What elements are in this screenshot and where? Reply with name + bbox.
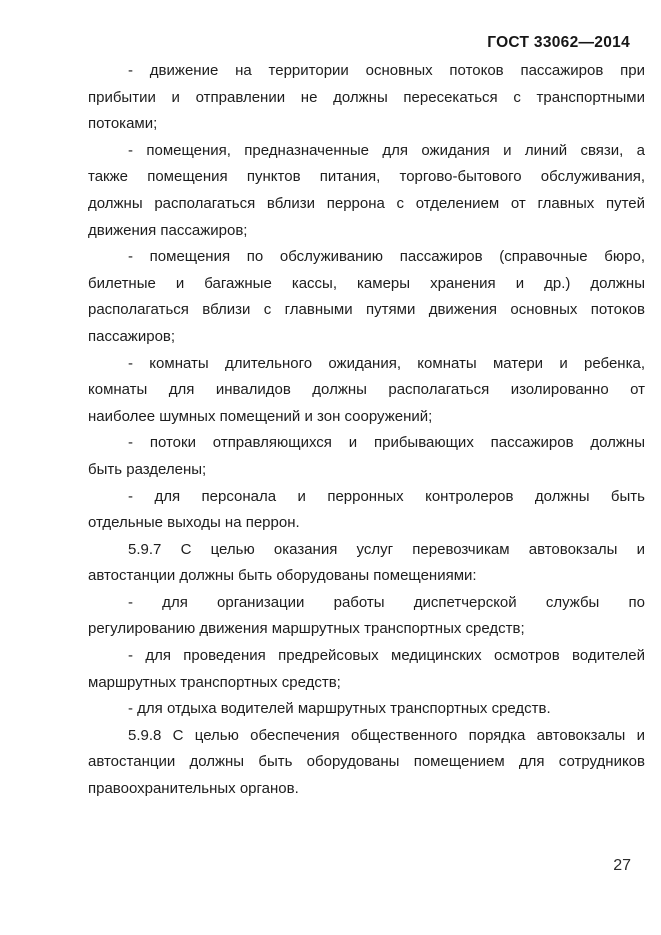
text-line: комнаты для инвалидов должны располагаться изолированно от [88,381,645,399]
text-line: - движение на территории основных потоков пассажиров при [128,62,645,79]
text-line: должны располагаться вблизи перрона с отделением от главных путей [88,194,645,212]
text-line: - для проведения предрейсовых медицинских осмотров водителей [128,647,645,665]
text-line: - для отдыха водителей маршрутных транспортных средств. [128,700,551,718]
text-line: 5.9.7 С целью оказания услуг перевозчикам автовокзалы и [128,540,645,558]
text-line: - помещения, предназначенные для ожидания и линий связи, а [128,141,645,159]
text-line: 5.9.8 С целью обеспечения общественного порядка автовокзалы и [128,726,645,744]
text-line: автостанции должны быть оборудованы помещением для сотрудников [88,753,645,771]
text-line: - для персонала и перронных контролеров должны быть [128,487,645,505]
standard-code-header: ГОСТ 33062—2014 [487,34,630,51]
document-body [88,58,645,803]
text-line: билетные и багажные кассы, камеры хранения и др.) должны [88,274,645,292]
text-line: автостанции должны быть оборудованы помещениями: [88,567,477,585]
text-line: наиболее шумных помещений и зон сооружений; [88,407,433,425]
text-line: - потоки отправляющихся и прибывающих пассажиров должны [128,434,645,452]
text-line: располагаться вблизи с главными путями движения основных потоков [88,301,645,319]
text-line: - для организации работы диспетчерской службы по [128,593,645,611]
text-line: прибытии и отправлении не должны пересекаться с транспортными [88,88,645,106]
text-line: - помещения по обслуживанию пассажиров (справочные бюро, [128,248,645,266]
text-line: пассажиров; [88,327,176,345]
text-line: регулированию движения маршрутных транспортных средств; [88,620,525,638]
text-line: также помещения пунктов питания, торгово-бытового обслуживания, [88,168,645,186]
text-line: отдельные выходы на перрон. [88,514,300,532]
text-line: движения пассажиров; [88,221,248,239]
text-line: - комнаты длительного ожидания, комнаты матери и ребенка, [128,354,645,372]
text-line: маршрутных транспортных средств; [88,673,341,691]
text-line: потоками; [88,115,158,133]
page-number: 27 [613,857,631,874]
text-line: быть разделены; [88,460,207,478]
text-line: правоохранительных органов. [88,780,299,798]
